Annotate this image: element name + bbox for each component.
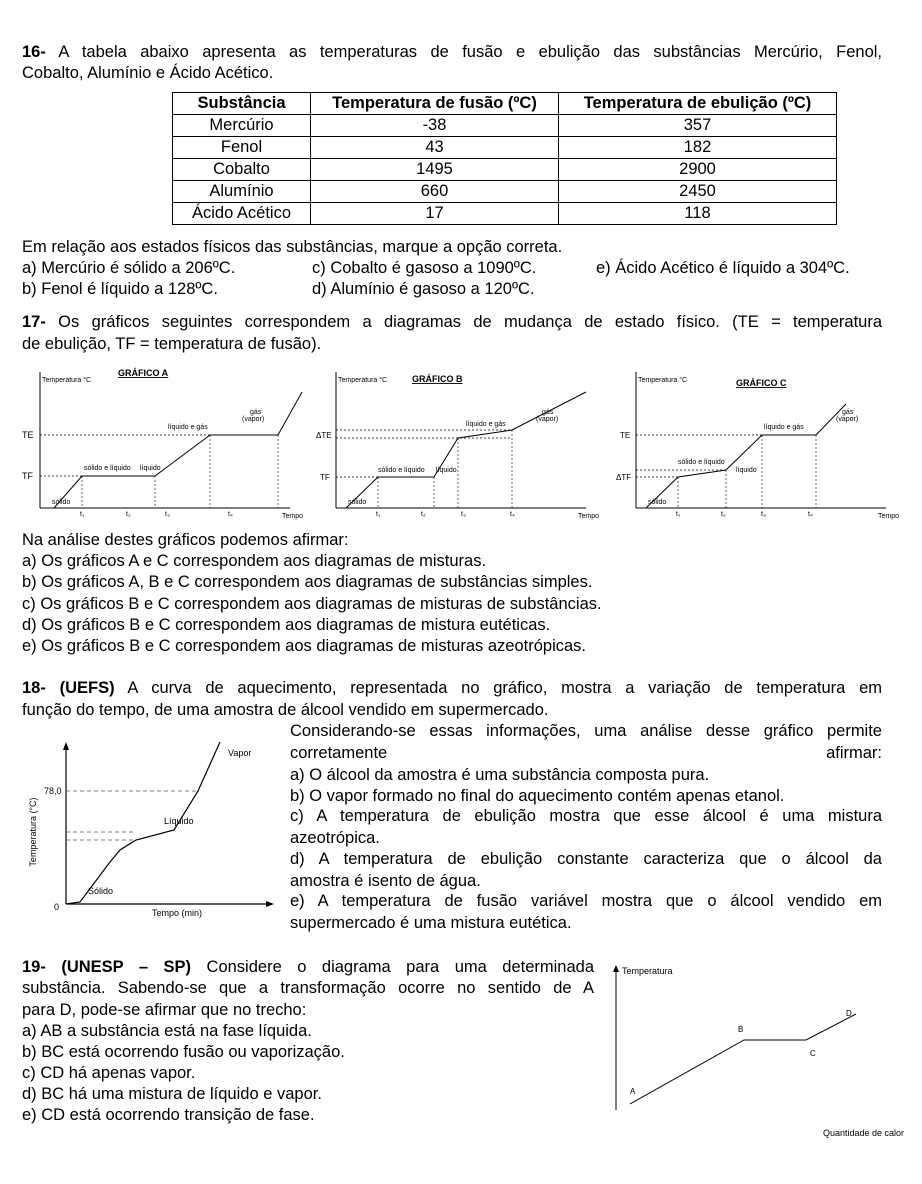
graph-b-t1: t₁ [376,511,381,518]
graph-c-te: TE [620,431,631,440]
graph-a-solid-liquid: sólido e líquido [84,465,131,472]
table-cell: Alumínio [173,181,311,203]
q16-intro-line1: 16- A tabela abaixo apresenta as temperaturas de fusão e ebulição das substâncias Mercúrio, Fenol, [22,43,882,61]
q16-option-a: a) Mercúrio é sólido a 206ºC. [22,259,236,277]
q18-option-d: d) A temperatura de ebulição constante caracteriza que o álcool da [290,850,882,868]
q18-option-b: b) O vapor formado no final do aquecimento contém apenas etanol. [290,787,785,805]
q18-intro-line2: função do tempo, de uma amostra de álcool vendido em supermercado. [22,701,549,719]
graph-c-t3: t₃ [761,511,766,518]
graph-c-title: GRÁFICO C [736,378,787,388]
q16-option-c: c) Cobalto é gasoso a 1090ºC. [312,259,537,277]
graph-b-liquid: líquido [436,467,457,474]
q16-intro-line2: Cobalto, Alumínio e Ácido Acético. [22,64,274,82]
q17-option-c: c) Os gráficos B e C correspondem aos diagramas de misturas de substâncias. [22,595,602,613]
q17-option-b: b) Os gráficos A, B e C correspondem aos diagramas de substâncias simples. [22,573,593,591]
table-row [173,203,837,225]
q18-option-e: e) A temperatura de fusão variável mostra que o álcool vendido em [290,892,882,910]
q19-line-3: para D, pode-se afirmar que no trecho: [22,1001,307,1019]
q18-vapor: Vapor [228,748,252,758]
table-cell: 660 [311,181,559,203]
graph-c-vapor: (vapor) [836,416,859,423]
table-row [173,181,837,203]
q18-origin: 0 [54,902,60,912]
q19-line-2: substância. Sabendo-se que a transformação ocorre no sentido de A [22,979,594,997]
graph-b-t3: t₃ [461,511,466,518]
q18-liquid: Líquido [164,816,194,826]
table-cell: 17 [311,203,559,225]
q18-option-c: c) A temperatura de ebulição mostra que esse álcool é uma mistura [290,807,882,825]
q17-option-e: e) Os gráficos B e C correspondem aos diagramas de misturas azeotrópicas. [22,637,586,655]
q16-option-e: e) Ácido Acético é líquido a 304ºC. [596,259,850,277]
q18-xlabel: Tempo (min) [152,908,203,918]
q17-question: Na análise destes gráficos podemos afirmar: [22,531,349,549]
table-cell: Ácido Acético [173,203,311,225]
table-header: Substância [173,93,311,115]
q18-option-e-cont: supermercado é uma mistura eutética. [290,914,572,932]
table-row [173,115,837,137]
graph-c [616,362,916,522]
graph-a-liquid-gas: líquido e gás [168,424,208,431]
graph-a-t2: t₂ [126,511,131,518]
graph-a-liquid: líquido [140,465,161,472]
table-cell: Fenol [173,137,311,159]
graph-c-tf: ΔTF [616,473,632,482]
q16-option-d: d) Alumínio é gasoso a 120ºC. [312,280,535,298]
graph-b-vapor: (vapor) [536,416,559,423]
q18-line-3: afirmar: [826,744,882,762]
graph-a-te: TE [22,430,34,440]
graph-c-t4: t₄ [808,511,813,518]
graph-a-t4: t₄ [228,511,233,518]
graph-c-xlabel: Tempo [878,513,900,520]
graph-a-gas: gás [250,409,262,416]
q18-option-c-cont: azeotrópica. [290,829,380,847]
q18-option-d-cont: amostra é isento de água. [290,872,481,890]
graph-c-ylabel: Temperatura °C [638,377,688,384]
q18-line-1: Considerando-se essas informações, uma análise desse gráfico permite [290,722,882,740]
graph-b [316,362,616,522]
q19-point-b: B [738,1025,744,1034]
graph-c-t2: t₂ [721,511,726,518]
graph-b-solid: sólido [348,499,367,506]
graph-b-liquid-gas: líquido e gás [466,421,506,428]
table-header-row [173,93,837,115]
substance-table [172,92,837,225]
table-header: Temperatura de fusão (ºC) [311,93,559,115]
graph-c-liquid-gas: líquido e gás [764,424,804,431]
graph-b-xlabel: Tempo [578,513,600,520]
table-row [173,159,837,181]
graph-a-ylabel: Temperatura °C [42,377,92,384]
graph-a-xlabel: Tempo [282,513,304,520]
table-cell: -38 [311,115,559,137]
table-cell: 43 [311,137,559,159]
q19-point-d: D [846,1009,852,1018]
q17-intro-line1: 17- Os gráficos seguintes correspondem a diagramas de mudança de estado físico. (TE = temperatura [22,313,882,331]
q19-option-c: c) CD há apenas vapor. [22,1064,196,1082]
graph-b-solid-liquid: sólido e líquido [378,467,425,474]
graph-c-solid: sólido [648,499,667,506]
q17-intro-line2: de ebulição, TF = temperatura de fusão). [22,335,322,353]
table-cell: 182 [559,137,837,159]
q18-option-a: a) O álcool da amostra é uma substância composta pura. [290,766,710,784]
q19-xlabel: Quantidade de calor [822,1128,904,1138]
q17-option-a: a) Os gráficos A e C correspondem aos diagramas de misturas. [22,552,487,570]
graph-b-title: GRÁFICO B [412,374,463,384]
q16-number: 16- [22,43,46,61]
q18-intro-line1: 18- (UEFS) A curva de aquecimento, representada no gráfico, mostra a variação de temperatura em [22,679,882,697]
graph-a-vapor: (vapor) [242,416,265,423]
graph-b-te: ΔTE [316,431,332,440]
q18-graph [24,732,280,932]
table-cell: 1495 [311,159,559,181]
graph-b-tf: TF [320,473,330,482]
q19-point-c: C [810,1049,816,1058]
graph-c-solid-liquid: sólido e líquido [678,459,725,466]
table-row [173,137,837,159]
table-cell: Cobalto [173,159,311,181]
q18-number: 18- (UEFS) [22,679,115,697]
graph-a-title: GRÁFICO A [118,368,169,378]
q19-graph [600,960,912,1142]
q18-y-value: 78,0 [44,786,62,796]
graph-b-ylabel: Temperatura °C [338,377,388,384]
table-cell: 2900 [559,159,837,181]
q18-ylabel: Temperatura (°C) [28,797,38,867]
q19-point-a: A [630,1087,636,1096]
graph-a-tf: TF [22,471,33,481]
q16-question: Em relação aos estados físicos das substâncias, marque a opção correta. [22,238,563,256]
graph-c-liquid: líquido [736,467,757,474]
q19-option-e: e) CD está ocorrendo transição de fase. [22,1106,315,1124]
graph-c-t1: t₁ [676,511,681,518]
graph-a-t1: t₁ [80,511,85,518]
q19-option-a: a) AB a substância está na fase líquida. [22,1022,312,1040]
graph-a [20,362,320,522]
q17-number: 17- [22,313,46,331]
graph-a-t3: t₃ [165,511,170,518]
table-cell: 357 [559,115,837,137]
graph-a-solid: sólido [52,499,71,506]
q16-option-b: b) Fenol é líquido a 128ºC. [22,280,218,298]
q19-option-b: b) BC está ocorrendo fusão ou vaporização. [22,1043,345,1061]
table-header: Temperatura de ebulição (ºC) [559,93,837,115]
table-cell: Mercúrio [173,115,311,137]
q19-number: 19- (UNESP – SP) [22,958,192,976]
q18-solid: Sólido [88,886,114,896]
graph-b-t2: t₂ [421,511,426,518]
q19-ylabel: Temperatura [622,966,673,976]
graph-b-gas: gás [542,409,554,416]
table-cell: 118 [559,203,837,225]
graph-c-gas: gás [842,409,854,416]
q19-option-d: d) BC há uma mistura de líquido e vapor. [22,1085,322,1103]
q19-line-1: 19- (UNESP – SP) Considere o diagrama para uma determinada [22,958,594,976]
q18-line-2: corretamente [290,744,388,762]
table-cell: 2450 [559,181,837,203]
q17-option-d: d) Os gráficos B e C correspondem aos diagramas de mistura eutéticas. [22,616,551,634]
graph-b-t4: t₄ [510,511,515,518]
